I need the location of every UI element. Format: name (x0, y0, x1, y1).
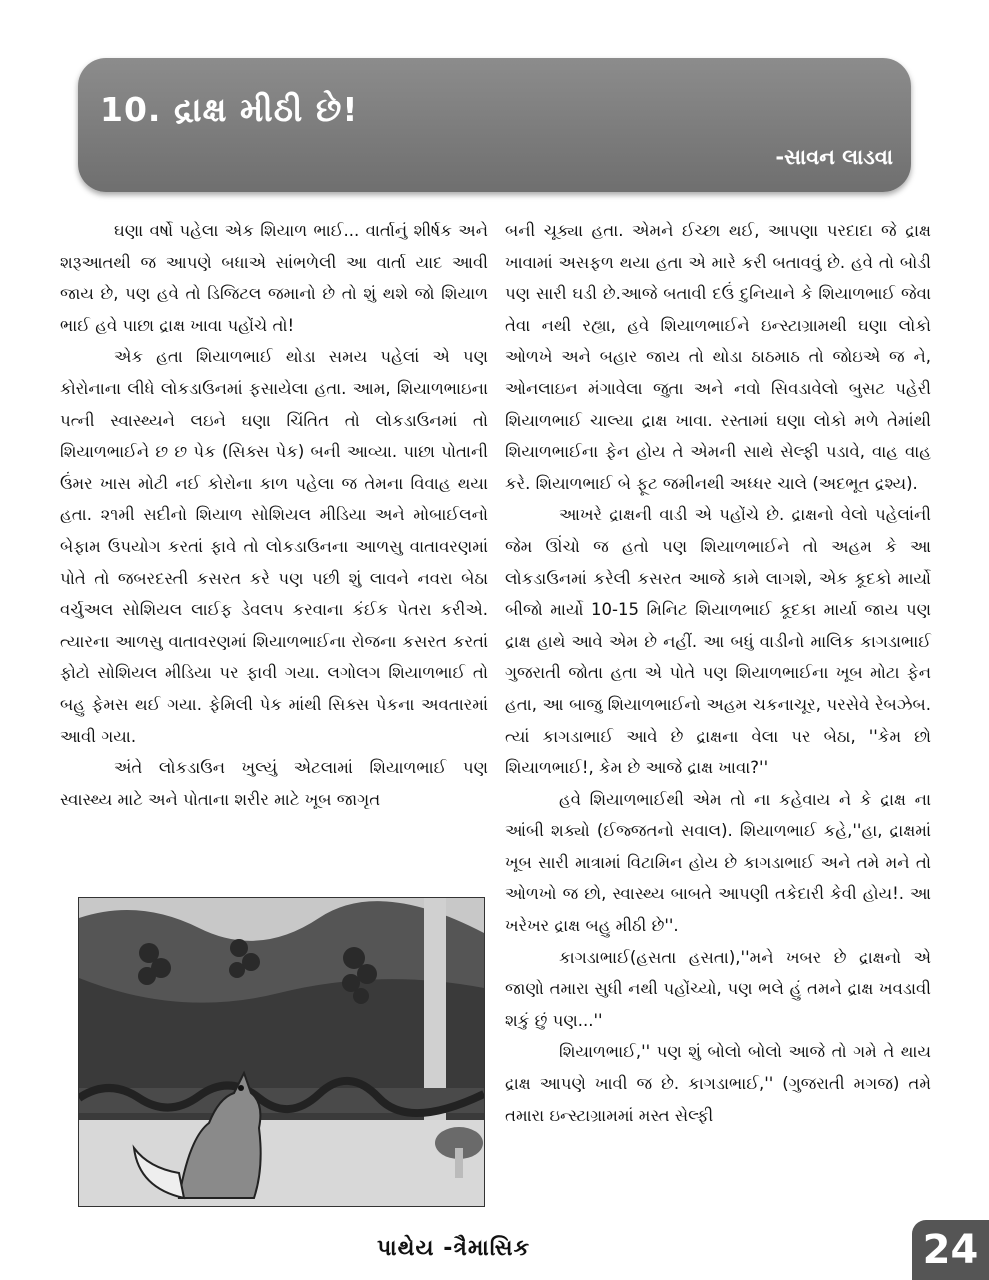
paragraph: અંતે લોકડાઉન ખુલ્યું એટલામાં શિયાળભાઈ પણ સ્વાસ્થ્ય માટે અને પોતાના શરીર માટે ખૂબ જાગૃત (60, 758, 488, 809)
paragraph: હવે શિયાળભાઈથી એમ તો ના કહેવાય ને કે દ્રાક્ષ ના આંબી શક્યો (ઈજ્જતનો સવાલ). શિયાળભાઈ કહે,''હા, દ્રાક્ષમાં ખૂબ સારી માત્રામાં વિટામિન હોય છે કાગડાભાઈ અને તમે મને તો ઓળખો જ છો, સ્વાસ્થ્ય બાબતે આપણી તકેદારી કેવી હોય!. આ ખરેખર દ્રાક્ષ બહુ મીઠી છે''. (505, 789, 931, 936)
magazine-footer: પાથેય -ત્રૈમાસિક (377, 1236, 531, 1261)
right-column (505, 215, 931, 1131)
paragraph: આખરે દ્રાક્ષની વાડી એ પહોંચે છે. દ્રાક્ષનો વેલો પહેલાંની જેમ ઊંચો જ હતો પણ શિયાળભાઈને તો અહમ કે આ લોકડાઉનમાં કરેલી કસરત આજે કામે લાગશે, એક કૂદકો માર્યો બીજો માર્યો 10-15 મિનિટ શિયાળભાઈ કૂદકા માર્યા જાય પણ દ્રાક્ષ હાથે આવે એમ છે નહીં. આ બધું વાડીનો માલિક કાગડાભાઈ ગુજરાતી જોતા હતા એ પોતે પણ શિયાળભાઈના ખૂબ મોટા ફેન હતા, આ બાજુ શિયાળભાઈનો અહમ ચકનાચૂર, પરસેવે રેબઝેબ. ત્યાં કાગડાભાઈ આવે છે દ્રાક્ષના વેલા પર બેઠા, ''કેમ છો શિયાળભાઈ!, કેમ છે આજે દ્રાક્ષ ખાવા?'' (505, 505, 931, 778)
paragraph: ઘણા વર્ષો પહેલા એક શિયાળ ભાઈ... વાર્તાનું શીર્ષક અને શરૂઆતથી જ આપણે બધાએ સાંભળેલી આ વાર્તા યાદ આવી જાય છે, પણ હવે તો ડિજિટલ જમાનો છે તો શું થશે જો શિયાળ ભાઈ હવે પાછા દ્રાક્ષ ખાવા પહોંચે તો! (60, 221, 488, 335)
paragraph: એક હતા શિયાળભાઈ થોડા સમય પહેલાં એ પણ કોરોનાના લીધે લોકડાઉનમાં ફસાયેલા હતા. આમ, શિયાળભાઇના પત્ની સ્વાસ્થ્યને લઇને ઘણા ચિંતિત તો લોકડાઉનમાં તો શિયાળભાઈને છ છ પેક (સિક્સ પેક) બની આવ્યા. પાછા પોતાની ઉંમર ખાસ મોટી નઈ કોરોના કાળ પહેલા જ તેમના વિવાહ થયા હતા. ૨૧મી સદીનો શિયાળ સોશિયલ મીડિયા અને મોબાઈલનો બેફામ ઉપયોગ કરતાં ફાવે તો લોકડાઉનના આળસુ વાતાવરણમાં પોતે તો જબરદસ્તી કસરત કરે પણ પછી શું લાવને નવરા બેઠા વર્ચુઅલ સોશિયલ લાઈફ ડેવલપ કરવાના કંઈક પેતરા કરીએ. ત્યારના આળસુ વાતાવરણમાં શિયાળભાઈના રોજના કસરત કરતાં ફોટો સોશિયલ મીડિયા પર ફાવી ગયા. લગોલગ શિયાળભાઈ તો બહુ ફેમસ થઈ ગયા. ફેમિલી પેક માંથી સિક્સ પેકના અવતારમાં આવી ગયા. (60, 347, 488, 746)
left-column (60, 215, 488, 815)
fox-grapes-illustration (78, 897, 485, 1207)
page-number: 24 (912, 1220, 989, 1280)
title-banner (78, 58, 911, 192)
paragraph: બની ચૂક્યા હતા. એમને ઈચ્છા થઈ, આપણા પરદાદા જે દ્રાક્ષ ખાવામાં અસફળ થયા હતા એ મારે કરી બતાવવું છે. હવે તો બોડી પણ સારી ઘડી છે.આજે બતાવી દઉં દુનિયાને કે શિયાળભાઈ જેવા તેવા નથી રહ્યા, હવે શિયાળભાઈને ઇન્સ્ટાગ્રામથી ઘણા લોકો ઓળખે અને બહાર જાય તો થોડા ઠાઠમાઠ તો જોઇએ જ ને, ઓનલાઇન મંગાવેલા જુતા અને નવો સિવડાવેલો બુસટ પહેરી શિયાળભાઈ ચાલ્યા દ્રાક્ષ ખાવા. રસ્તામાં ઘણા લોકો મળે તેમાંથી શિયાળભાઈના ફેન હોય તે એમની સાથે સેલ્ફી પડાવે, વાહ વાહ કરે. શિયાળભાઈ બે ફૂટ જમીનથી અધ્ધર ચાલે (અદભૂત દ્રશ્ય). (505, 221, 931, 493)
article-title: 10. દ્રાક્ષ મીઠી છે! (100, 90, 359, 129)
author-name: -સાવન લાડવા (775, 145, 893, 169)
paragraph: શિયાળભાઈ,'' પણ શું બોલો બોલો આજે તો ગમે તે થાય દ્રાક્ષ આપણે ખાવી જ છે. કાગડાભાઈ,'' (ગુજરાતી મગજ) તમે તમારા ઇન્સ્ટાગ્રામમાં મસ્ત સેલ્ફી (505, 1042, 931, 1125)
paragraph: કાગડાભાઈ(હસતા હસતા),''મને ખબર છે દ્રાક્ષનો એ જાણો તમારા સુધી નથી પહોંચ્યો, પણ ભલે હું તમને દ્રાક્ષ ખવડાવી શકું છું પણ...'' (505, 947, 931, 1030)
